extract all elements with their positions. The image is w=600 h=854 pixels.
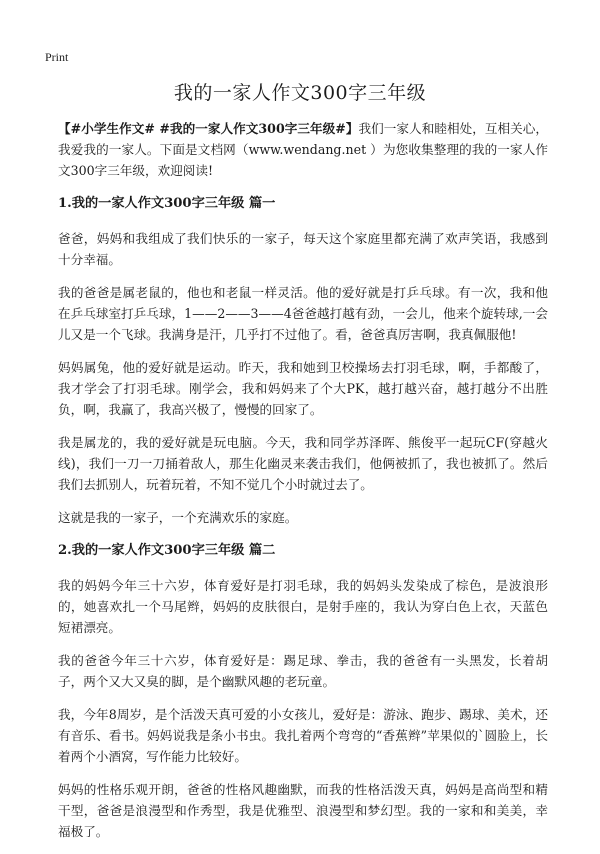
paragraph: 我的爸爸今年三十六岁，体育爱好是：踢足球、拳击，我的爸爸有一头黑发，长着胡子，两个又大又臭的脚，是个幽默风趣的老玩童。	[58, 653, 548, 689]
intro-tags: 【#小学生作文# #我的一家人作文300字三年级#】	[58, 121, 359, 136]
paragraph: 我是属龙的，我的爱好就是玩电脑。今天，我和同学苏泽晖、熊俊平一起玩CF(穿越火线)，我们一刀一刀捅着敌人，那生化幽灵来袭击我们，他俩被抓了，我也被抓了。然后我们去抓别人，玩着玩着，不知不觉几个小时就过去了。	[58, 435, 548, 492]
paragraph: 我的妈妈今年三十六岁，体育爱好是打羽毛球，我的妈妈头发染成了棕色，是波浪形的，她喜欢扎一个马尾辫，妈妈的皮肤很白，是射手座的，我认为穿白色上衣，天蓝色短裙漂亮。	[58, 578, 548, 635]
document-body	[58, 118, 548, 854]
paragraph: 妈妈的性格乐观开朗，爸爸的性格风趣幽默，而我的性格活泼天真，妈妈是高尚型和精干型，爸爸是浪漫型和作秀型，我是优雅型、浪漫型和梦幻型。我的一家和和美美，幸福极了。	[58, 782, 548, 839]
print-link[interactable]: Print	[45, 50, 69, 64]
paragraph: 我的爸爸是属老鼠的，他也和老鼠一样灵活。他的爱好就是打乒乓球。有一次，我和他在乒乓球室打乒乓球，1——2——3——4爸爸越打越有劲，一会儿，他来个旋转球,一会儿又是一个飞球。我满身是汗，几乎打不过他了。看，爸爸真厉害啊，我真佩服他!	[58, 285, 548, 342]
paragraph: 爸爸，妈妈和我组成了我们快乐的一家子，每天这个家庭里都充满了欢声笑语，我感到十分幸福。	[58, 231, 548, 267]
section-heading-1: 1.我的一家人作文300字三年级 篇一	[58, 196, 276, 211]
intro-paragraph	[58, 118, 548, 181]
paragraph: 这就是我的一家子，一个充满欢乐的家庭。	[58, 510, 298, 525]
document-title: 我的一家人作文300字三年级	[173, 82, 427, 104]
section-heading-2: 2.我的一家人作文300字三年级 篇二	[58, 543, 276, 558]
paragraph: 妈妈属兔，他的爱好就是运动。昨天，我和她到卫校操场去打羽毛球，啊，手都酸了，我才学会了打羽毛球。刚学会，我和妈妈来了个大PK，越打越兴奋，越打越分不出胜负，啊，我赢了，我高兴极了，慢慢的回家了。	[58, 360, 548, 417]
paragraph: 我，今年8周岁，是个活泼天真可爱的小女孩儿，爱好是：游泳、跑步、踢球、美术，还有音乐、看书。妈妈说我是条小书虫。我扎着两个弯弯的“香蕉辫”苹果似的`圆脸上，长着两个小酒窝，写作能力比较好。	[58, 707, 548, 764]
intro-text: 我们一家人和睦相处，互相关心，我爱我的一家人。下面是文档网（www.wendang.net ）为您收集整理的我的一家人作文300字三年级，欢迎阅读!	[58, 121, 548, 178]
